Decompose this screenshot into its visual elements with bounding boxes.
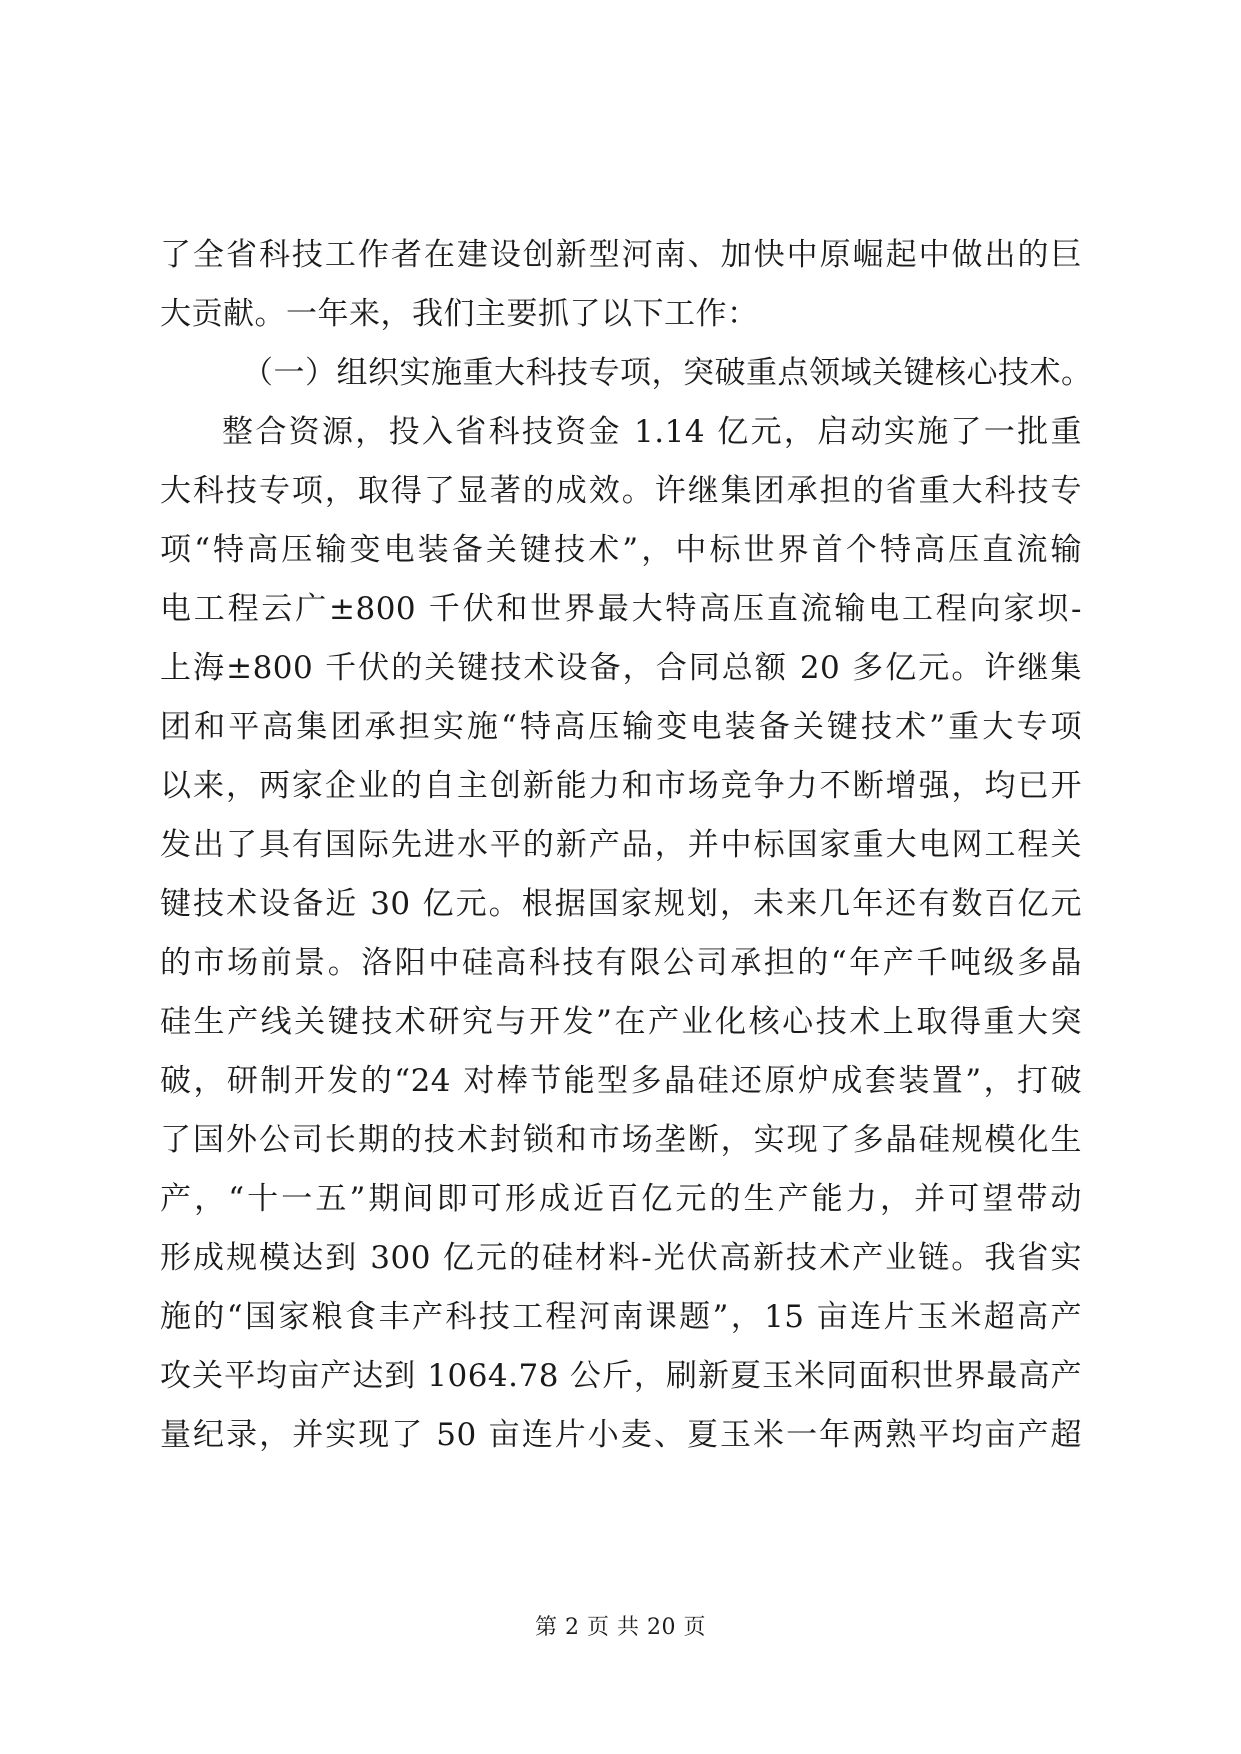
paragraph-line: 的市场前景。洛阳中硅高科技有限公司承担的“年产千吨级多晶: [160, 945, 1082, 981]
paragraph-line: 大科技专项，取得了显著的成效。许继集团承担的省重大科技专: [160, 473, 1082, 509]
page-number-footer: 第 2 页 共 20 页: [535, 1615, 706, 1640]
paragraph-line: 上海±800 千伏的关键技术设备，合同总额 20 多亿元。许继集: [160, 650, 1082, 686]
section-heading: （一）组织实施重大科技专项，突破重点领域关键核心技术。: [242, 355, 1093, 391]
paragraph-line: 了国外公司长期的技术封锁和市场垄断，实现了多晶硅规模化生: [160, 1122, 1082, 1158]
paragraph-line: 大贡献。一年来，我们主要抓了以下工作：: [160, 296, 759, 332]
paragraph-line: 破，研制开发的“24 对棒节能型多晶硅还原炉成套装置”，打破: [160, 1063, 1082, 1099]
paragraph-line: 形成规模达到 300 亿元的硅材料-光伏高新技术产业链。我省实: [160, 1240, 1082, 1276]
paragraph-line: 了全省科技工作者在建设创新型河南、加快中原崛起中做出的巨: [160, 237, 1082, 273]
paragraph-line: 以来，两家企业的自主创新能力和市场竞争力不断增强，均已开: [160, 768, 1082, 804]
paragraph-line: 攻关平均亩产达到 1064.78 公斤，刷新夏玉米同面积世界最高产: [160, 1358, 1082, 1394]
paragraph-line: 电工程云广±800 千伏和世界最大特高压直流输电工程向家坝-: [160, 591, 1082, 627]
body-text: [160, 226, 1093, 1465]
paragraph-line: 键技术设备近 30 亿元。根据国家规划，未来几年还有数百亿元: [160, 886, 1082, 922]
paragraph-line: 产，“十一五”期间即可形成近百亿元的生产能力，并可望带动: [160, 1181, 1082, 1217]
paragraph-line: 硅生产线关键技术研究与开发”在产业化核心技术上取得重大突: [160, 1004, 1082, 1040]
paragraph-line: 量纪录，并实现了 50 亩连片小麦、夏玉米一年两熟平均亩产超: [160, 1417, 1082, 1453]
paragraph-line: 施的“国家粮食丰产科技工程河南课题”，15 亩连片玉米超高产: [160, 1299, 1082, 1335]
paragraph-line: 项“特高压输变电装备关键技术”，中标世界首个特高压直流输: [160, 532, 1082, 568]
paragraph-line: 团和平高集团承担实施“特高压输变电装备关键技术”重大专项: [160, 709, 1082, 745]
paragraph-line: 整合资源，投入省科技资金 1.14 亿元，启动实施了一批重: [222, 414, 1082, 450]
paragraph-line: 发出了具有国际先进水平的新产品，并中标国家重大电网工程关: [160, 827, 1082, 863]
